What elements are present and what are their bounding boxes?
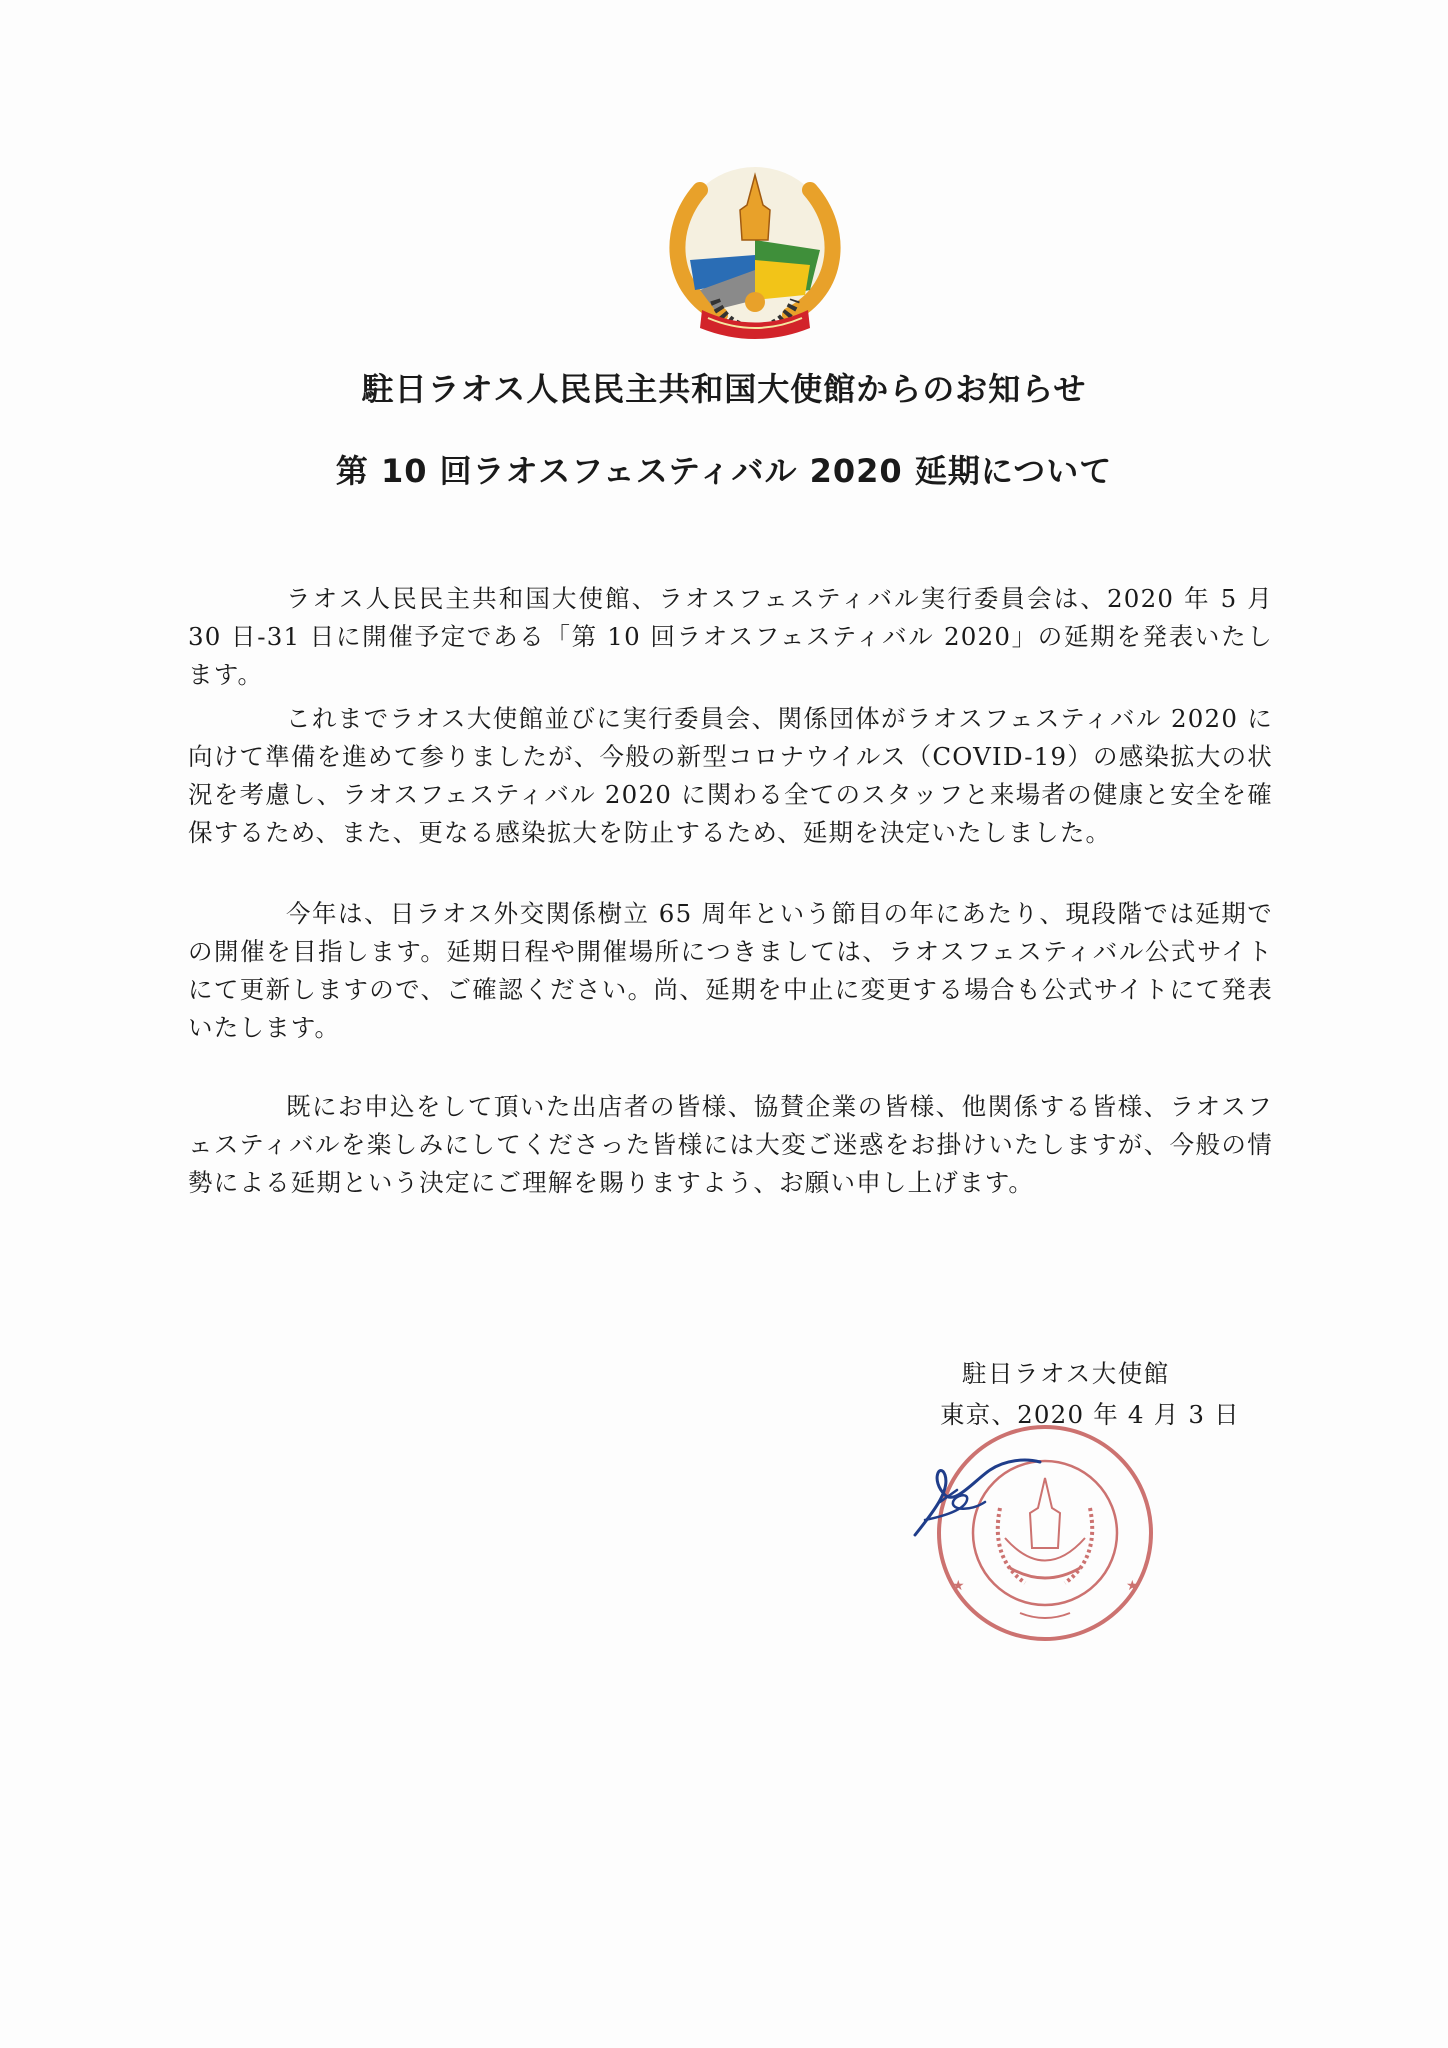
paragraph-text: 既にお申込をして頂いた出店者の皆様、協賛企業の皆様、他関係する皆様、ラオスフェスティバルを楽しみにしてくださった皆様には大変ご迷惑をお掛けいたしますが、今般の情勢による延期という決定にご理解を賜りますよう、お願い申し上げます。 [188, 1092, 1273, 1197]
paragraph-1 [188, 580, 1273, 694]
notice-subtitle: 第 10 回ラオスフェスティバル 2020 延期について [335, 452, 1113, 490]
sign-place-date: 東京、2020 年 4 月 3 日 [940, 1400, 1240, 1429]
paragraph-text: これまでラオス大使館並びに実行委員会、関係団体がラオスフェスティバル 2020 に向けて準備を進めて参りましたが、今般の新型コロナウイルス（COVID-19）の感染拡大の状況を考慮し、ラオスフェスティバル 2020 に関わる全てのスタッフと来場者の健康と安全を確保するため、また、更なる感染拡大を防止するため、延期を決定いたしました。 [188, 704, 1273, 847]
paragraph-4 [188, 1088, 1273, 1202]
paragraph-text: ラオス人民民主共和国大使館、ラオスフェスティバル実行委員会は、2020 年 5 月 30 日-31 日に開催予定である「第 10 回ラオスフェスティバル 2020」の延期を発表いたします。 [188, 584, 1273, 689]
svg-text:★: ★ [952, 1578, 965, 1594]
lao-national-emblem-icon [660, 150, 850, 340]
handwritten-signature-icon [895, 1440, 1045, 1550]
paragraph-2 [188, 700, 1273, 852]
svg-text:★: ★ [1126, 1578, 1139, 1594]
notice-title: 駐日ラオス人民民主共和国大使館からのお知らせ [361, 370, 1087, 408]
paragraph-text: 今年は、日ラオス外交関係樹立 65 周年という節目の年にあたり、現段階では延期での開催を目指します。延期日程や開催場所につきましては、ラオスフェスティバル公式サイトにて更新しますので、ご確認ください。尚、延期を中止に変更する場合も公式サイトにて発表いたします。 [188, 899, 1273, 1042]
paragraph-3 [188, 895, 1273, 1047]
sender-name: 駐日ラオス大使館 [962, 1359, 1170, 1388]
